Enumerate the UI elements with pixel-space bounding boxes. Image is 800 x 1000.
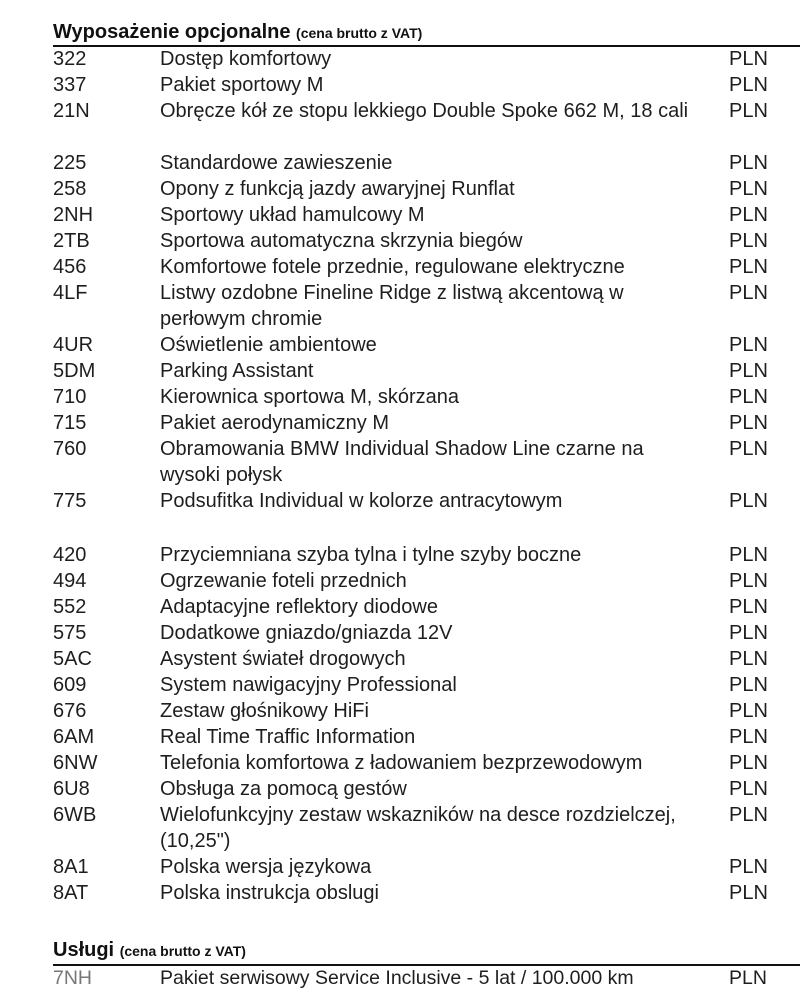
list-item — [0, 750, 800, 776]
services-list — [0, 965, 800, 991]
item-price: PLN — [729, 360, 768, 382]
item-description: Standardowe zawieszenie — [160, 152, 393, 174]
item-price: PLN — [729, 230, 768, 252]
item-price: PLN — [729, 674, 768, 696]
item-price: PLN — [729, 204, 768, 226]
list-item — [0, 646, 800, 672]
list-item — [0, 436, 800, 488]
list-item — [0, 46, 800, 72]
optional-equipment-list — [0, 46, 800, 906]
list-item — [0, 594, 800, 620]
item-code: 6NW — [53, 752, 98, 774]
item-description: Asystent świateł drogowych — [160, 648, 406, 670]
list-item — [0, 176, 800, 202]
item-price: PLN — [729, 438, 768, 460]
item-code: 8A1 — [53, 856, 89, 878]
item-price: PLN — [729, 726, 768, 748]
list-item — [0, 254, 800, 280]
item-price: PLN — [729, 412, 768, 434]
item-description: Ogrzewanie foteli przednich — [160, 570, 407, 592]
item-price: PLN — [729, 596, 768, 618]
item-description: Pakiet sportowy M — [160, 74, 324, 96]
list-item — [0, 98, 800, 150]
item-price: PLN — [729, 48, 768, 70]
item-code: 7NH — [53, 967, 93, 989]
item-description: Dodatkowe gniazdo/gniazda 12V — [160, 622, 453, 644]
item-price: PLN — [729, 334, 768, 356]
list-item — [0, 410, 800, 436]
item-price: PLN — [729, 752, 768, 774]
item-description: Komfortowe fotele przednie, regulowane elektryczne — [160, 256, 625, 278]
list-item — [0, 228, 800, 254]
item-code: 575 — [53, 622, 87, 644]
item-code: 420 — [53, 544, 87, 566]
item-code: 715 — [53, 412, 87, 434]
item-description: Telefonia komfortowa z ładowaniem bezprzewodowym — [160, 752, 643, 774]
list-item — [0, 384, 800, 410]
list-item — [0, 72, 800, 98]
item-code: 6U8 — [53, 778, 90, 800]
item-code: 6WB — [53, 804, 97, 826]
item-description: Zestaw głośnikowy HiFi — [160, 700, 369, 722]
item-description: Parking Assistant — [160, 360, 314, 382]
list-item — [0, 358, 800, 384]
list-item — [0, 802, 800, 854]
item-code: 258 — [53, 178, 87, 200]
optional-equipment-subtitle: (cena brutto z VAT) — [296, 25, 423, 41]
list-item — [0, 488, 800, 514]
list-item — [0, 672, 800, 698]
item-price: PLN — [729, 648, 768, 670]
item-price: PLN — [729, 74, 768, 96]
item-price: PLN — [729, 778, 768, 800]
list-item — [0, 724, 800, 750]
list-item — [0, 542, 800, 568]
item-description: Pakiet serwisowy Service Inclusive - 5 lat / 100.000 km — [160, 967, 634, 989]
item-code: 6AM — [53, 726, 95, 748]
item-code: 5AC — [53, 648, 92, 670]
list-item — [0, 280, 800, 332]
item-price: PLN — [729, 570, 768, 592]
item-description: Pakiet aerodynamiczny M — [160, 412, 389, 434]
services-heading — [53, 939, 246, 962]
list-item — [0, 150, 800, 176]
list-item — [0, 854, 800, 880]
item-description: Przyciemniana szyba tylna i tylne szyby boczne — [160, 544, 582, 566]
list-item — [0, 332, 800, 358]
item-code: 4UR — [53, 334, 94, 356]
item-code: 2TB — [53, 230, 90, 252]
list-item — [0, 620, 800, 646]
item-description: Wielofunkcyjny zestaw wskazników na desce rozdzielczej, (10,25") — [160, 804, 676, 852]
item-description: System nawigacyjny Professional — [160, 674, 457, 696]
item-description: Sportowy układ hamulcowy M — [160, 204, 425, 226]
item-code: 710 — [53, 386, 87, 408]
item-price: PLN — [729, 622, 768, 644]
item-description: Obsługa za pomocą gestów — [160, 778, 407, 800]
list-item — [0, 776, 800, 802]
item-description: Sportowa automatyczna skrzynia biegów — [160, 230, 523, 252]
services-title: Usługi — [53, 939, 115, 961]
item-code: 760 — [53, 438, 87, 460]
item-price: PLN — [729, 967, 767, 989]
item-code: 676 — [53, 700, 87, 722]
list-item — [0, 202, 800, 228]
item-description: Dostęp komfortowy — [160, 48, 332, 70]
item-price: PLN — [729, 856, 768, 878]
item-description: Adaptacyjne reflektory diodowe — [160, 596, 438, 618]
list-item — [0, 698, 800, 724]
item-price: PLN — [729, 282, 768, 304]
item-description: Real Time Traffic Information — [160, 726, 416, 748]
item-code: 494 — [53, 570, 87, 592]
item-code: 4LF — [53, 282, 88, 304]
item-price: PLN — [729, 544, 768, 566]
item-description: Opony z funkcją jazdy awaryjnej Runflat — [160, 178, 515, 200]
item-description: Listwy ozdobne Fineline Ridge z listwą akcentową w perłowym chromie — [160, 282, 624, 330]
item-code: 609 — [53, 674, 87, 696]
services-subtitle: (cena brutto z VAT) — [119, 943, 246, 959]
item-description: Oświetlenie ambientowe — [160, 334, 377, 356]
item-code: 21N — [53, 100, 90, 122]
item-code: 456 — [53, 256, 87, 278]
item-description: Polska instrukcja obslugi — [160, 882, 379, 904]
item-description: Kierownica sportowa M, skórzana — [160, 386, 460, 408]
item-price: PLN — [729, 700, 768, 722]
item-price: PLN — [729, 804, 768, 826]
list-item — [0, 880, 800, 906]
item-code: 337 — [53, 74, 87, 96]
item-price: PLN — [729, 882, 768, 904]
item-code: 225 — [53, 152, 87, 174]
item-price: PLN — [729, 152, 768, 174]
list-item — [0, 965, 800, 991]
item-price: PLN — [729, 100, 768, 122]
item-price: PLN — [729, 178, 768, 200]
item-price: PLN — [729, 256, 768, 278]
item-code: 552 — [53, 596, 87, 618]
item-code: 322 — [53, 48, 87, 70]
item-description: Podsufitka Individual w kolorze antracytowym — [160, 490, 563, 512]
item-description: Polska wersja językowa — [160, 856, 372, 878]
item-code: 2NH — [53, 204, 94, 226]
item-code: 775 — [53, 490, 87, 512]
item-price: PLN — [729, 490, 768, 512]
item-code: 5DM — [53, 360, 96, 382]
item-description: Obręcze kół ze stopu lekkiego Double Spoke 662 M, 18 cali — [160, 100, 689, 122]
item-description: Obramowania BMW Individual Shadow Line czarne na wysoki połysk — [160, 438, 644, 486]
item-price: PLN — [729, 386, 768, 408]
list-item — [0, 568, 800, 594]
optional-equipment-heading — [53, 21, 422, 44]
item-code: 8AT — [53, 882, 89, 904]
optional-equipment-title: Wyposażenie opcjonalne — [53, 21, 291, 43]
